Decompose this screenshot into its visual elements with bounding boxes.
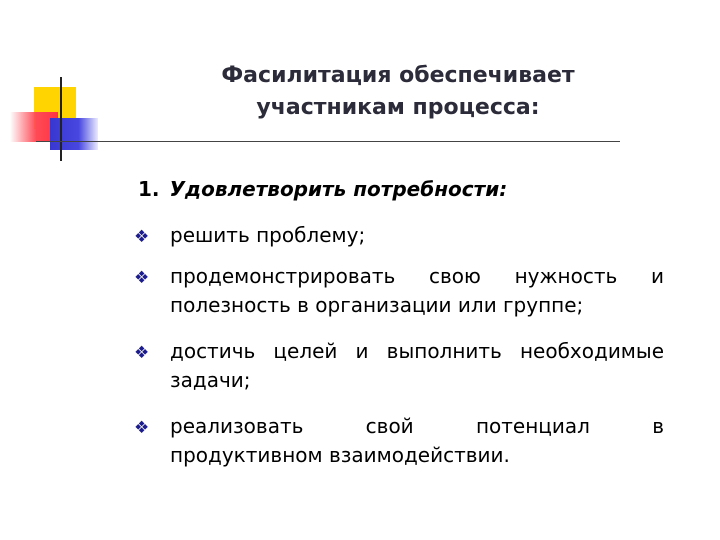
diamond-bullet-icon: ❖ bbox=[134, 343, 150, 363]
title-underline bbox=[36, 141, 620, 142]
title-line-1: Фасилитация обеспечивает bbox=[221, 63, 575, 88]
list-item-text-line-2: продуктивном взаимодействии. bbox=[170, 443, 510, 467]
list-item bbox=[134, 337, 664, 395]
diamond-bullet-icon: ❖ bbox=[134, 268, 150, 288]
list-item bbox=[134, 262, 664, 320]
list-item-text-line-1: реализовать свой потенциал в bbox=[170, 414, 664, 438]
section-heading-text: Удовлетворить потребности: bbox=[169, 177, 508, 201]
decor-vertical-line bbox=[60, 77, 62, 161]
list-item-text-line-2: полезность в организации или группе; bbox=[170, 293, 584, 317]
title-line-2: участникам процесса: bbox=[256, 95, 540, 120]
list-item-text-line-1: достичь целей и выполнить необходимые bbox=[170, 339, 664, 363]
list-item-text-line-2: задачи; bbox=[170, 368, 251, 392]
section-heading bbox=[138, 177, 507, 201]
list-item bbox=[134, 412, 664, 470]
list-item-text: решить проблему; bbox=[170, 223, 366, 247]
list-item bbox=[134, 221, 664, 250]
diamond-bullet-icon: ❖ bbox=[134, 418, 150, 438]
slide-title bbox=[130, 60, 666, 124]
list-item-text-line-1: продемонстрировать свою нужность и bbox=[170, 264, 664, 288]
diamond-bullet-icon: ❖ bbox=[134, 227, 150, 247]
section-number: 1. bbox=[138, 177, 160, 201]
decor-blue-square bbox=[50, 118, 98, 150]
